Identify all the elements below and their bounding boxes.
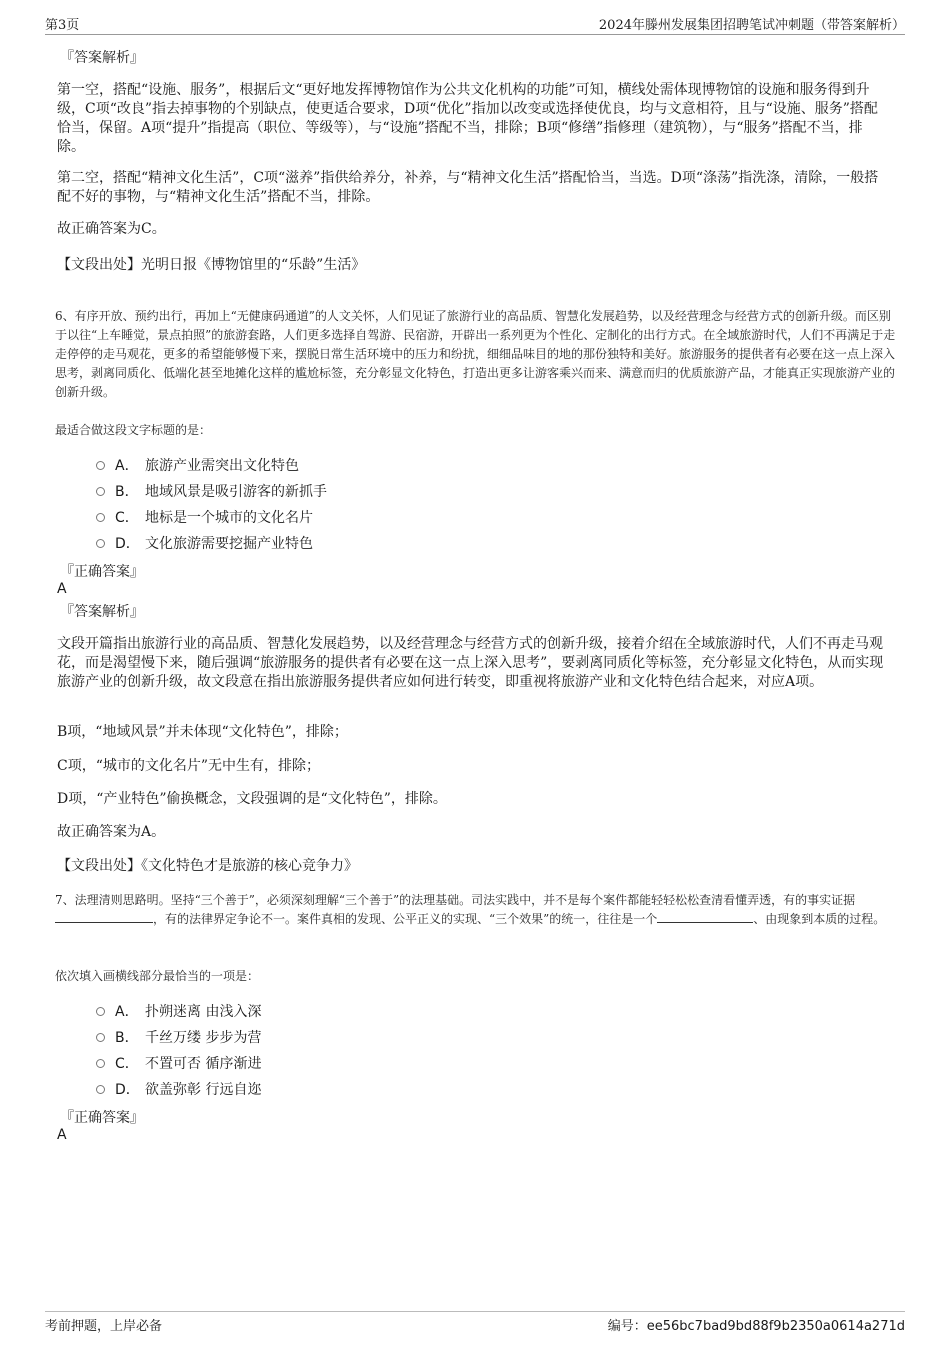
source-citation: 【文段出处】《文化特色才是旅游的核心竞争力》 <box>57 858 358 874</box>
option-text: 地域风景是吸引游客的新抓手 <box>145 484 327 500</box>
radio-button[interactable] <box>96 1007 105 1016</box>
option-b[interactable] <box>96 481 327 501</box>
analysis-paragraph: B项，“地域风景”并未体现“文化特色”，排除； <box>57 724 348 740</box>
analysis-paragraph: 第一空，搭配“设施、服务”，根据后文“更好地发挥博物馆作为公共文化机构的功能”可知，横线处需体现博物馆的设施和服务得到升级，C项“改良”指去掉事物的个别缺点，使更适合要求，D项“优化”指加以改变或选择使优良，均与文意相符，且与“设施、服务”搭配恰当，保留。A项“提升”指提高（职位、等级等），与“设施”搭配不当，排除；B项“修缮”指修理（建筑物），与“服务”搭配不当，排除。 <box>57 82 878 155</box>
option-text: 欲盖弥彰 行远自迩 <box>145 1082 262 1098</box>
option-text: 不置可否 循序渐进 <box>145 1056 262 1072</box>
option-text: 千丝万缕 步步为营 <box>145 1030 262 1046</box>
option-a[interactable] <box>96 1001 261 1021</box>
document-title: 2024年滕州发展集团招聘笔试冲刺题（带答案解析） <box>598 18 905 33</box>
correct-answer-label: 『正确答案』 <box>60 564 144 580</box>
analysis-label: 『答案解析』 <box>60 604 144 620</box>
radio-button[interactable] <box>96 1059 105 1068</box>
stem-part: 7、法理清则思路明。坚持“三个善于”，必须深刻理解“三个善于”的法理基础。司法实践中，并不是每个案件都能轻轻松松查清看懂弄透，有的事实证据 <box>55 893 856 907</box>
option-text: 旅游产业需突出文化特色 <box>145 458 299 474</box>
question-prompt: 依次填入画横线部分最恰当的一项是： <box>55 969 260 983</box>
question-stem: 6、有序开放、预约出行，再加上“无健康码通道”的人文关怀，人们见证了旅游行业的高品质、智慧化发展趋势，以及经营理念与经营方式的创新升级。而区别于以往“上车睡觉，景点拍照”的旅游套路，人们更多选择自驾游、民宿游，开辟出一系列更为个性化、定制化的出行方式。在全域旅游时代，人们不再满足于走走停停的走马观花，更多的希望能够慢下来，摆脱日常生活环境中的压力和纷扰，细细品味目的地的那份独特和美好。旅游服务的提供者有必要在这一点上深入思考，剥离同质化、低端化甚至地摊化这样的尴尬标签，充分彰显文化特色，打造出更多让游客乘兴而来、满意而归的优质旅游产品，才能真正实现旅游产业的创新升级。 <box>55 309 896 399</box>
source-citation: 【文段出处】光明日报《博物馆里的“乐龄”生活》 <box>57 257 366 273</box>
radio-button[interactable] <box>96 1033 105 1042</box>
fill-blank <box>657 910 753 923</box>
page-number: 第3页 <box>45 18 80 33</box>
fill-blank <box>55 910 153 923</box>
radio-button[interactable] <box>96 487 105 496</box>
document-id: 编号：ee56bc7bad9bd88f9b2350a0614a271d <box>607 1319 905 1334</box>
page-footer <box>45 1311 905 1334</box>
option-d[interactable] <box>96 533 313 553</box>
radio-button[interactable] <box>96 513 105 522</box>
option-d[interactable] <box>96 1079 261 1099</box>
correct-answer: A <box>57 581 67 597</box>
page-header <box>45 14 905 35</box>
radio-button[interactable] <box>96 539 105 548</box>
option-letter: D． <box>115 1082 140 1098</box>
option-text: 文化旅游需要挖掘产业特色 <box>145 536 313 552</box>
option-letter: C． <box>115 1056 139 1072</box>
stem-part: 、由现象到本质的过程。 <box>753 912 886 926</box>
option-c[interactable] <box>96 507 313 527</box>
analysis-paragraph: 文段开篇指出旅游行业的高品质、智慧化发展趋势，以及经营理念与经营方式的创新升级，接着介绍在全域旅游时代，人们不再走马观花，而是渴望慢下来，随后强调“旅游服务的提供者有必要在这一点上深入思考”，要剥离同质化等标签，充分彰显文化特色，从而实现旅游产业的创新升级，故文段意在指出旅游服务提供者应如何进行转变，即重视将旅游产业和文化特色结合起来，对应A项。 <box>57 636 884 690</box>
question-prompt: 最适合做这段文字标题的是： <box>55 423 212 437</box>
analysis-paragraph: 第二空，搭配“精神文化生活”，C项“滋养”指供给养分，补养，与“精神文化生活”搭配恰当，当选。D项“涤荡”指洗涤，清除，一般搭配不好的事物，与“精神文化生活”搭配不当，排除。 <box>57 170 879 205</box>
correct-answer: A <box>57 1127 67 1143</box>
option-a[interactable] <box>96 455 299 475</box>
option-letter: D． <box>115 536 140 552</box>
analysis-label: 『答案解析』 <box>60 50 144 66</box>
footer-slogan: 考前押题，上岸必备 <box>45 1319 163 1334</box>
option-letter: B． <box>115 484 139 500</box>
option-text: 地标是一个城市的文化名片 <box>145 510 313 526</box>
radio-button[interactable] <box>96 1085 105 1094</box>
analysis-paragraph: C项，“城市的文化名片”无中生有，排除； <box>57 758 321 774</box>
radio-button[interactable] <box>96 461 105 470</box>
option-letter: A． <box>115 458 139 474</box>
option-b[interactable] <box>96 1027 261 1047</box>
analysis-conclusion: 故正确答案为C。 <box>57 221 166 237</box>
correct-answer-label: 『正确答案』 <box>60 1110 144 1126</box>
question-stem <box>55 891 900 929</box>
option-letter: A． <box>115 1004 139 1020</box>
option-letter: B． <box>115 1030 139 1046</box>
analysis-conclusion: 故正确答案为A。 <box>57 824 166 840</box>
option-c[interactable] <box>96 1053 261 1073</box>
stem-part: ，有的法律界定争论不一。案件真相的发现、公平正义的实现、“三个效果”的统一，往往是一个 <box>153 912 658 926</box>
option-letter: C． <box>115 510 139 526</box>
option-text: 扑朔迷离 由浅入深 <box>145 1004 262 1020</box>
analysis-paragraph: D项，“产业特色”偷换概念，文段强调的是“文化特色”，排除。 <box>57 791 447 807</box>
